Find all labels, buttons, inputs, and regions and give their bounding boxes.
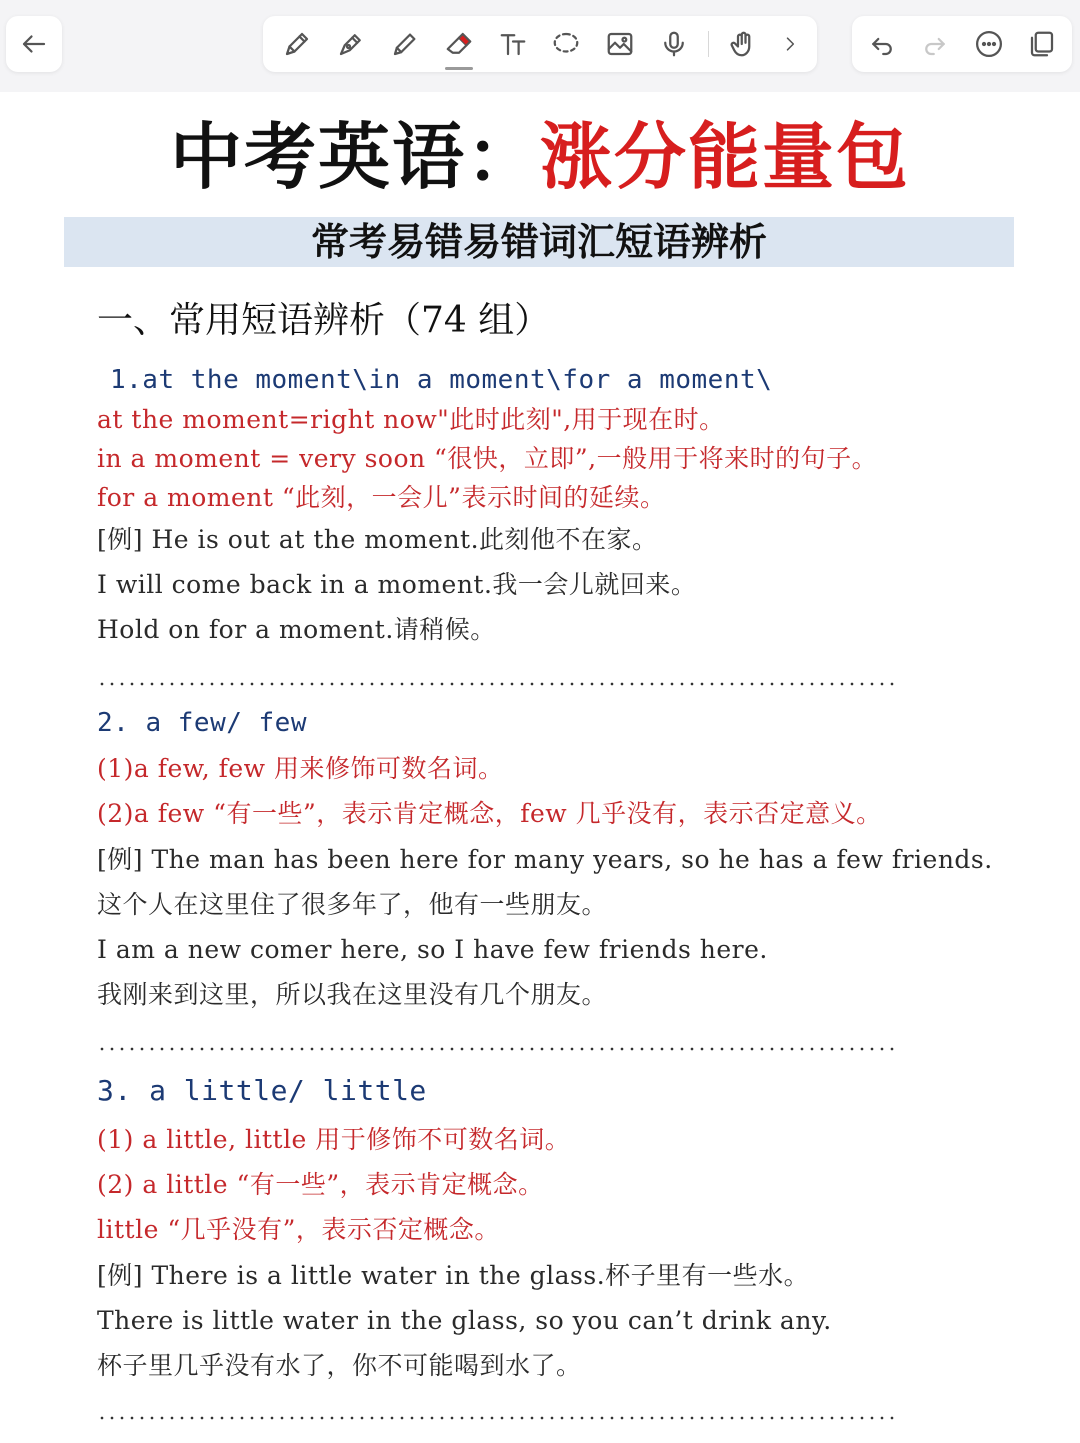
dotted-divider (97, 682, 899, 686)
item-2-note: (2)a few “有一些”，表示肯定概念，few 几乎没有，表示否定意义。 (97, 799, 882, 828)
redo-icon[interactable] (915, 24, 955, 64)
toolbar-divider (708, 31, 709, 57)
chevron-right-icon[interactable] (777, 24, 803, 64)
item-3-note: little “几乎没有”，表示否定概念。 (97, 1215, 500, 1244)
item-1-example: [例] He is out at the moment.此刻他不在家。 (97, 525, 658, 554)
item-1-heading: 1.at the moment\in a moment\for a moment\ (110, 365, 773, 395)
item-3-example: There is little water in the glass, so you can’t drink any. (97, 1306, 832, 1335)
lasso-icon[interactable] (546, 24, 586, 64)
item-3-heading: 3. a little/ little (97, 1074, 427, 1107)
image-icon[interactable] (600, 24, 640, 64)
item-1-note: for a moment “此刻，一会儿”表示时间的延续。 (97, 483, 666, 512)
page-title (0, 112, 1080, 202)
item-1-example: I will come back in a moment.我一会儿就回来。 (97, 570, 697, 599)
toolbar (0, 0, 1080, 92)
item-3-example: [例] There is a little water in the glass.杯子里有一些水。 (97, 1261, 810, 1290)
item-3-note: (1) a little, little 用于修饰不可数名词。 (97, 1125, 571, 1154)
eraser-icon[interactable] (439, 24, 479, 64)
item-2-example: I am a new comer here, so I have few friends here. (97, 935, 768, 964)
title-red-part: 涨分能量包 (540, 115, 911, 199)
fountain-pen-icon[interactable] (331, 24, 371, 64)
hand-icon[interactable] (723, 24, 763, 64)
microphone-icon[interactable] (654, 24, 694, 64)
back-button[interactable] (6, 16, 62, 72)
dotted-divider (97, 1416, 899, 1420)
text-icon[interactable] (493, 24, 533, 64)
tool-palette (263, 16, 817, 72)
item-1-note: at the moment=right now"此时此刻",用于现在时。 (97, 405, 725, 434)
item-2-example: 这个人在这里住了很多年了，他有一些朋友。 (97, 890, 608, 919)
title-black-part: 中考英语： (169, 115, 540, 199)
pen-icon[interactable] (277, 24, 317, 64)
section-heading: 一、常用短语辨析（74 组） (97, 300, 551, 341)
back-arrow-icon (14, 24, 54, 64)
undo-icon[interactable] (862, 24, 902, 64)
pages-icon[interactable] (1022, 24, 1062, 64)
item-2-example: 我刚来到这里，所以我在这里没有几个朋友。 (97, 980, 608, 1009)
pencil-icon[interactable] (385, 24, 425, 64)
document-page (0, 92, 1080, 1443)
action-bar (852, 16, 1072, 72)
item-2-note: (1)a few, few 用来修饰可数名词。 (97, 754, 504, 783)
more-icon[interactable] (969, 24, 1009, 64)
subtitle-banner: 常考易错易错词汇短语辨析 (64, 217, 1014, 267)
dotted-divider (97, 1047, 899, 1051)
item-1-example: Hold on for a moment.请稍候。 (97, 615, 496, 644)
item-2-heading: 2. a few/ few (97, 708, 307, 738)
item-2-example: [例] The man has been here for many years, so he has a few friends. (97, 845, 993, 874)
item-3-example: 杯子里几乎没有水了，你不可能喝到水了。 (97, 1351, 582, 1380)
item-1-note: in a moment = very soon “很快，立即”,一般用于将来时的句子。 (97, 444, 878, 473)
item-3-note: (2) a little “有一些”，表示肯定概念。 (97, 1170, 544, 1199)
